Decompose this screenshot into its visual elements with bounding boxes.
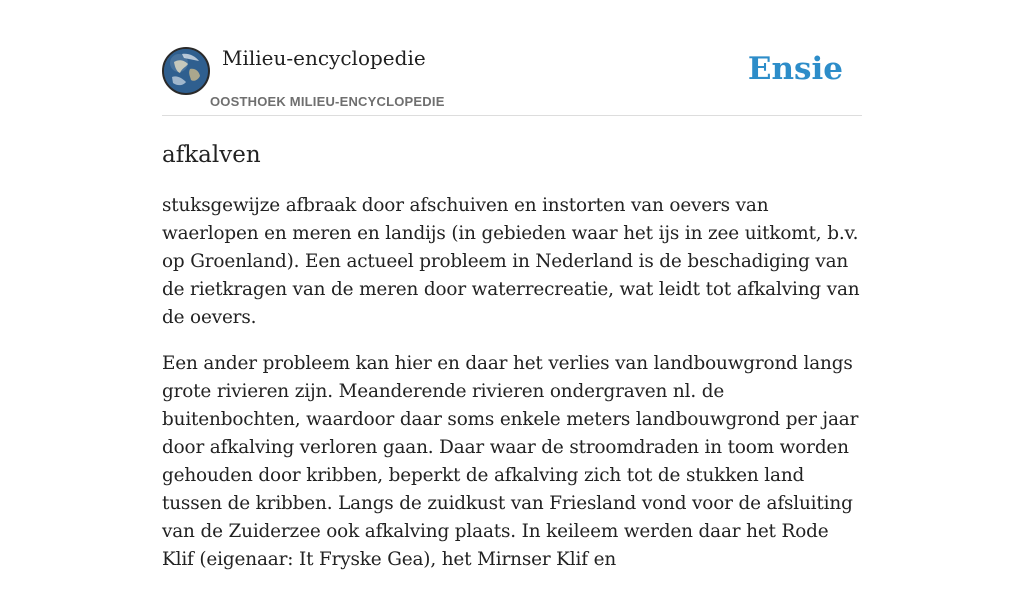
article-title: afkalven [162,142,261,168]
site-subtitle[interactable]: OOSTHOEK MILIEU-ENCYCLOPEDIE [210,94,445,109]
ensie-brand-link[interactable]: Ensie [747,51,843,87]
site-title[interactable]: Milieu-encyclopedie [222,46,426,70]
content-container [162,0,862,570]
article-paragraph: Een ander probleem kan hier en daar het verlies van landbouwgrond langs grote rivieren zijn. Meanderende rivieren ondergraven nl. de buitenbochten, waardoor daar soms enkele meters landbouwgrond per jaar door afkalving verloren gaan. Daar waar de stroomdraden in toom worden gehouden door kribben, beperkt de afkalving zich tot de stukken land tussen de kribben. Langs de zuidkust van Friesland vond voor de afsluiting van de Zuiderzee ook afkalving plaats. In keileem werden daar het Rode Klif (eigenaar: It Fryske Gea), het Mirnser Klif en [162,353,859,570]
article-body [162,192,862,592]
article-paragraph: stuksgewijze afbraak door afschuiven en instorten van oevers van waerlopen en meren en landijs (in gebieden waar het ijs in zee uitkomt, b.v. op Groenland). Een actueel probleem in Nederland is de beschadiging van de rietkragen van de meren door waterrecreatie, wat leidt tot afkalving van de oevers. [162,195,860,328]
site-header [162,0,862,116]
globe-icon[interactable] [162,47,210,95]
